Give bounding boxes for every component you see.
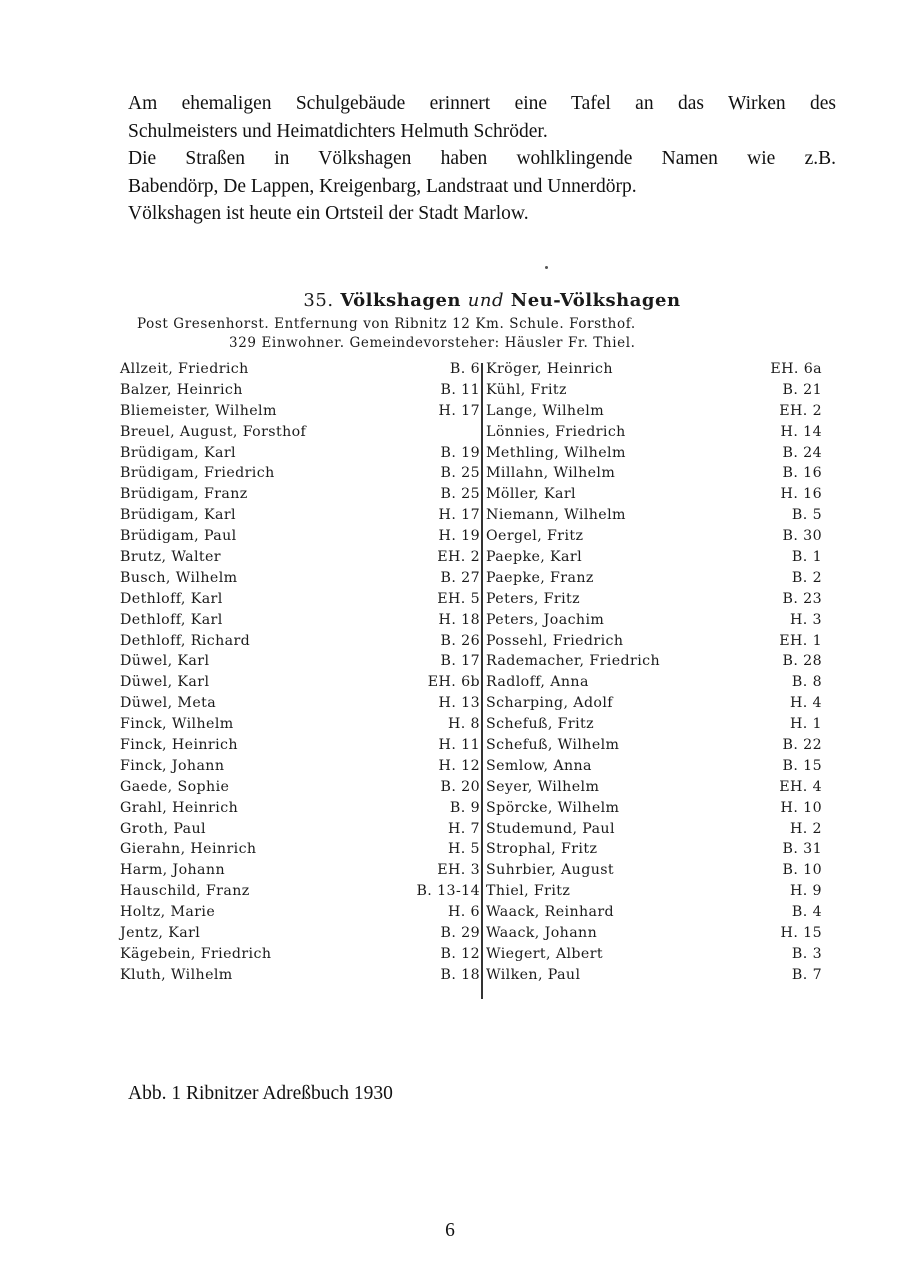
house-code: H. 5 (447, 841, 480, 858)
resident-name: Waack, Johann (486, 925, 598, 942)
house-code: H. 10 (780, 799, 822, 816)
house-code: H. 9 (789, 883, 822, 900)
house-code: EH. 6b (427, 674, 480, 691)
intro-paragraph (128, 90, 836, 228)
resident-entry (120, 944, 480, 965)
resident-entry (486, 902, 822, 923)
house-code: B. 27 (440, 569, 480, 586)
house-code: B. 22 (782, 737, 822, 754)
resident-entry (120, 505, 480, 526)
subheading-line-1: Post Gresenhorst. Entfernung von Ribnitz 12 Km. Schule. Forsthof. (137, 316, 636, 332)
resident-name: Wiegert, Albert (486, 945, 603, 962)
resident-entry (486, 944, 822, 965)
intro-line: Schulmeisters und Heimatdichters Helmuth Schröder. (128, 120, 548, 142)
resident-name: Holtz, Marie (120, 904, 216, 921)
resident-entry (486, 714, 822, 735)
resident-entry (120, 463, 480, 484)
resident-name: Semlow, Anna (486, 757, 592, 774)
resident-entry (120, 359, 480, 380)
house-code: B. 16 (782, 465, 822, 482)
resident-name: Lange, Wilhelm (486, 402, 605, 419)
resident-name: Paepke, Karl (486, 549, 583, 566)
house-code: B. 2 (791, 569, 822, 586)
resident-entry (120, 589, 480, 610)
resident-entry (120, 422, 480, 443)
resident-name: Seyer, Wilhelm (486, 778, 600, 795)
resident-entry (486, 484, 822, 505)
house-code: H. 8 (447, 716, 480, 733)
resident-entry (486, 568, 822, 589)
resident-name: Kühl, Fritz (486, 381, 567, 398)
resident-name: Schefuß, Fritz (486, 716, 595, 733)
resident-entry (486, 463, 822, 484)
title-place-b: Neu-Völkshagen (510, 290, 681, 311)
house-code: B. 17 (440, 653, 480, 670)
house-code: H. 1 (789, 716, 822, 733)
resident-entry (486, 965, 822, 986)
resident-name: Strophal, Fritz (486, 841, 598, 858)
resident-entry (486, 672, 822, 693)
house-code: B. 30 (782, 528, 822, 545)
resident-entry (486, 547, 822, 568)
resident-entry (486, 443, 822, 464)
resident-entry (120, 568, 480, 589)
intro-line: Völkshagen ist heute ein Ortsteil der Stadt Marlow. (128, 203, 529, 224)
house-code: H. 11 (438, 737, 480, 754)
resident-list-left (120, 359, 480, 986)
resident-entry (120, 839, 480, 860)
resident-columns (112, 359, 842, 999)
resident-entry (486, 589, 822, 610)
resident-entry (486, 923, 822, 944)
house-code: B. 6 (449, 361, 480, 377)
resident-entry (486, 401, 822, 422)
house-code: B. 4 (791, 904, 822, 921)
house-code: H. 13 (438, 695, 480, 712)
subheading-line-2: 329 Einwohner. Gemeindevorsteher: Häusler Fr. Thiel. (229, 335, 636, 351)
resident-name: Düwel, Karl (120, 674, 210, 691)
house-code: B. 5 (791, 507, 822, 524)
house-code: B. 10 (782, 862, 822, 879)
resident-entry (486, 359, 822, 380)
resident-entry (120, 693, 480, 714)
resident-entry (486, 610, 822, 631)
house-code: B. 1 (791, 549, 822, 566)
resident-name: Peters, Fritz (486, 590, 581, 607)
resident-name: Wilken, Paul (486, 966, 581, 983)
resident-name: Bliemeister, Wilhelm (120, 402, 277, 419)
resident-entry (120, 965, 480, 986)
resident-name: Brutz, Walter (120, 549, 221, 566)
resident-entry (120, 631, 480, 652)
house-code: EH. 1 (779, 632, 822, 649)
resident-entry (120, 380, 480, 401)
resident-entry (120, 756, 480, 777)
house-code: H. 18 (438, 611, 480, 628)
resident-entry (120, 860, 480, 881)
resident-entry (486, 756, 822, 777)
house-code: H. 7 (447, 820, 480, 837)
resident-name: Dethloff, Karl (120, 611, 223, 628)
house-code: B. 28 (782, 653, 822, 670)
resident-name: Gierahn, Heinrich (120, 841, 257, 858)
resident-name: Lönnies, Friedrich (486, 423, 626, 440)
resident-entry (120, 902, 480, 923)
resident-name: Finck, Johann (120, 757, 225, 774)
resident-entry (120, 610, 480, 631)
figure-caption: Abb. 1 Ribnitzer Adreßbuch 1930 (128, 1083, 393, 1104)
house-code: H. 19 (438, 528, 480, 545)
house-code: EH. 4 (779, 778, 822, 795)
resident-name: Dethloff, Richard (120, 632, 251, 649)
resident-name: Breuel, August, Forsthof (120, 423, 307, 440)
resident-entry (120, 881, 480, 902)
house-code: EH. 3 (437, 862, 480, 879)
resident-name: Methling, Wilhelm (486, 444, 626, 461)
resident-list-right (486, 359, 822, 986)
resident-name: Möller, Karl (486, 486, 576, 503)
clipping-subheading (112, 315, 842, 353)
house-code: B. 31 (782, 841, 822, 858)
intro-line: Babendörp, De Lappen, Kreigenbarg, Landstraat und Unnerdörp. (128, 175, 637, 197)
clipping-title (142, 290, 842, 311)
clipping-number: 35. (303, 290, 334, 311)
resident-entry (486, 839, 822, 860)
intro-line: Die Straßen in Völkshagen haben wohlklingende Namen wie z.B. (128, 148, 836, 169)
house-code: B. 13-14 (416, 883, 480, 900)
resident-entry (120, 651, 480, 672)
house-code: H. 15 (780, 925, 822, 942)
house-code: B. 25 (440, 465, 480, 482)
house-code: B. 20 (440, 778, 480, 795)
resident-entry (486, 380, 822, 401)
house-code: EH. 2 (437, 549, 480, 566)
resident-name: Paepke, Franz (486, 569, 594, 586)
resident-name: Waack, Reinhard (486, 904, 615, 921)
resident-name: Düwel, Meta (120, 695, 217, 712)
resident-name: Busch, Wilhelm (120, 569, 238, 586)
resident-entry (486, 860, 822, 881)
resident-name: Radloff, Anna (486, 674, 589, 691)
resident-name: Finck, Heinrich (120, 737, 238, 754)
resident-entry (120, 443, 480, 464)
resident-name: Niemann, Wilhelm (486, 507, 626, 524)
house-code: H. 16 (780, 486, 822, 503)
resident-name: Finck, Wilhelm (120, 716, 234, 733)
house-code: B. 8 (791, 674, 822, 691)
resident-name: Studemund, Paul (486, 820, 615, 837)
resident-entry (120, 777, 480, 798)
resident-name: Peters, Joachim (486, 611, 605, 628)
resident-entry (120, 526, 480, 547)
resident-entry (120, 819, 480, 840)
resident-name: Kägebein, Friedrich (120, 945, 272, 962)
intro-line: Am ehemaligen Schulgebäude erinnert eine Tafel an das Wirken des (128, 93, 836, 114)
resident-name: Balzer, Heinrich (120, 381, 243, 398)
resident-name: Brüdigam, Friedrich (120, 465, 275, 482)
resident-name: Jentz, Karl (120, 925, 201, 942)
title-place-a: Völkshagen (340, 290, 461, 311)
resident-entry (120, 714, 480, 735)
resident-name: Millahn, Wilhelm (486, 465, 616, 482)
resident-entry (486, 693, 822, 714)
resident-entry (120, 923, 480, 944)
resident-entry (486, 422, 822, 443)
resident-name: Kröger, Heinrich (486, 361, 613, 377)
house-code: EH. 6a (770, 361, 822, 377)
house-code: EH. 5 (437, 590, 480, 607)
resident-entry (486, 819, 822, 840)
resident-entry (120, 401, 480, 422)
resident-name: Spörcke, Wilhelm (486, 799, 620, 816)
house-code: B. 25 (440, 486, 480, 503)
resident-name: Dethloff, Karl (120, 590, 223, 607)
resident-entry (486, 881, 822, 902)
resident-name: Schefuß, Wilhelm (486, 737, 620, 754)
house-code: H. 17 (438, 507, 480, 524)
house-code: H. 17 (438, 402, 480, 419)
resident-entry (120, 484, 480, 505)
speck-mark (545, 266, 548, 269)
resident-name: Harm, Johann (120, 862, 225, 879)
resident-name: Gaede, Sophie (120, 778, 230, 795)
resident-entry (486, 651, 822, 672)
resident-name: Brüdigam, Karl (120, 507, 236, 524)
house-code: H. 4 (789, 695, 822, 712)
address-book-clipping (112, 290, 842, 999)
resident-name: Grahl, Heinrich (120, 799, 239, 816)
house-code: B. 24 (782, 444, 822, 461)
resident-name: Brüdigam, Karl (120, 444, 236, 461)
house-code: B. 15 (782, 757, 822, 774)
resident-name: Allzeit, Friedrich (120, 361, 249, 377)
resident-name: Oergel, Fritz (486, 528, 584, 545)
resident-entry (486, 526, 822, 547)
resident-entry (120, 735, 480, 756)
house-code: B. 19 (440, 444, 480, 461)
house-code: H. 12 (438, 757, 480, 774)
resident-entry (120, 798, 480, 819)
resident-name: Thiel, Fritz (486, 883, 571, 900)
resident-entry (120, 547, 480, 568)
house-code: B. 12 (440, 945, 480, 962)
resident-entry (486, 798, 822, 819)
house-code: B. 23 (782, 590, 822, 607)
house-code: EH. 2 (779, 402, 822, 419)
title-und: und (467, 290, 504, 311)
house-code: H. 14 (780, 423, 822, 440)
resident-entry (486, 777, 822, 798)
resident-entry (486, 735, 822, 756)
resident-name: Suhrbier, August (486, 862, 615, 879)
page-number: 6 (445, 1220, 455, 1241)
house-code: H. 6 (447, 904, 480, 921)
resident-entry (486, 505, 822, 526)
resident-name: Scharping, Adolf (486, 695, 613, 712)
house-code: B. 11 (440, 381, 480, 398)
resident-name: Hauschild, Franz (120, 883, 250, 900)
house-code: B. 26 (440, 632, 480, 649)
house-code: B. 21 (782, 381, 822, 398)
resident-name: Düwel, Karl (120, 653, 210, 670)
house-code: B. 18 (440, 966, 480, 983)
resident-name: Kluth, Wilhelm (120, 966, 233, 983)
resident-name: Groth, Paul (120, 820, 206, 837)
resident-entry (486, 631, 822, 652)
house-code: B. 3 (791, 945, 822, 962)
house-code: H. 3 (789, 611, 822, 628)
column-divider (481, 363, 483, 999)
resident-name: Possehl, Friedrich (486, 632, 624, 649)
house-code: B. 29 (440, 925, 480, 942)
resident-entry (120, 672, 480, 693)
resident-name: Rademacher, Friedrich (486, 653, 661, 670)
resident-name: Brüdigam, Franz (120, 486, 248, 503)
house-code: B. 7 (791, 966, 822, 983)
house-code: H. 2 (789, 820, 822, 837)
resident-name: Brüdigam, Paul (120, 528, 237, 545)
house-code: B. 9 (449, 799, 480, 816)
